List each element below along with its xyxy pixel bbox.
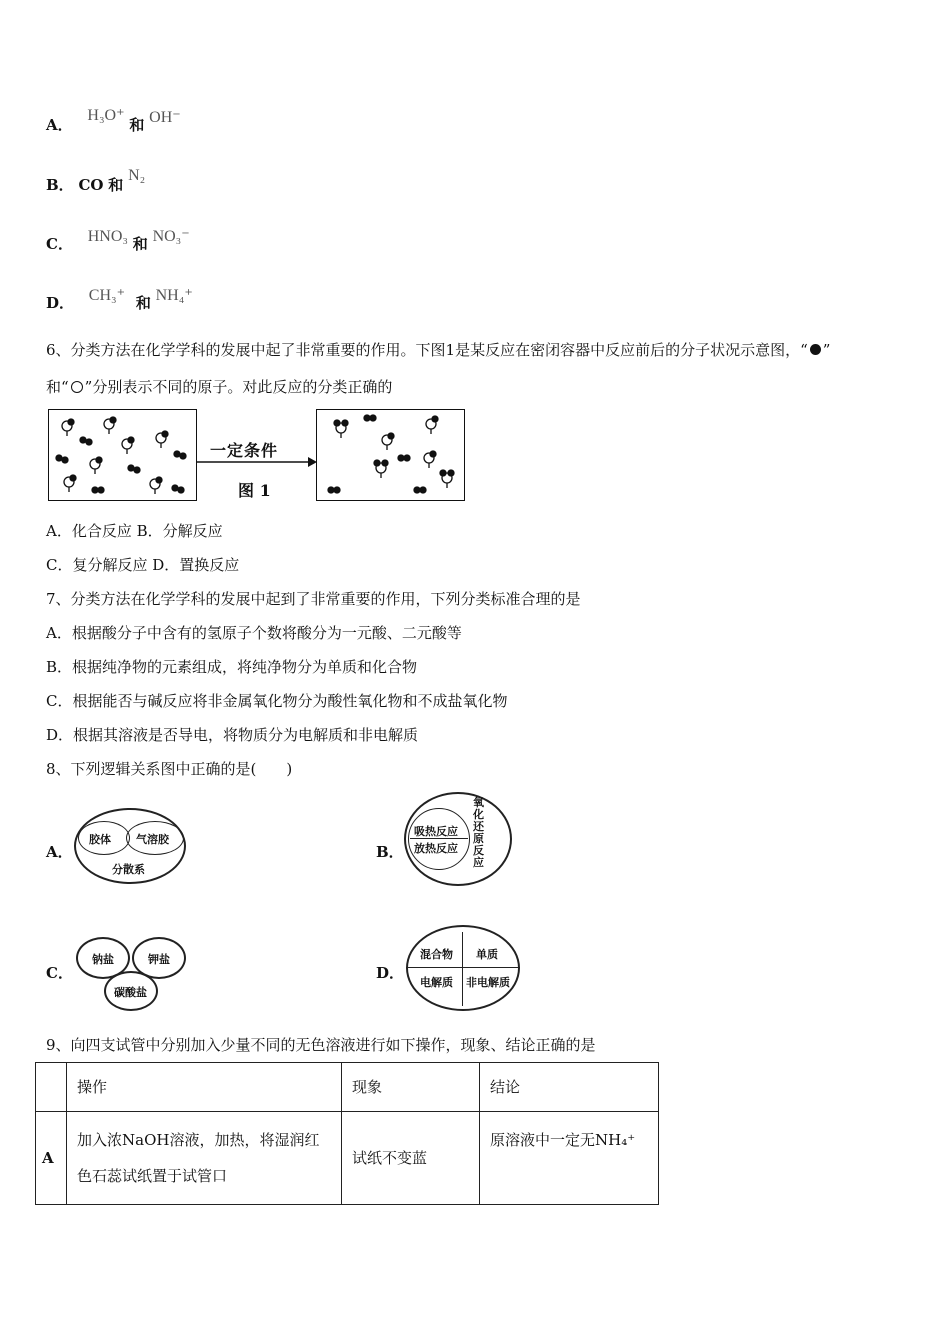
black-circle-icon: [810, 344, 821, 355]
after-box: [316, 409, 465, 501]
row-conclusion: 原溶液中一定无NH₄⁺: [480, 1112, 659, 1205]
figure-caption: 图 1: [238, 481, 271, 500]
outer-ellipse: [406, 925, 520, 1011]
q9-stem: 9、向四支试管中分别加入少量不同的无色溶液进行如下操作，现象、结论正确的是: [46, 1036, 596, 1054]
formula-left: CH₃⁺: [88, 287, 126, 304]
formula-right: N₂: [128, 167, 146, 184]
aerosol-label: 气溶胶: [136, 833, 169, 846]
q6-text: 和“: [46, 378, 69, 396]
q7-option-a: A．根据酸分子中含有的氢原子个数将酸分为一元酸、二元酸等: [46, 624, 462, 642]
q8-a-label: A．: [46, 843, 73, 861]
q5-option-a: [46, 107, 181, 135]
formula-left: H₃O⁺: [87, 107, 125, 124]
h-divider: [406, 967, 520, 968]
option-label: D．: [46, 294, 75, 312]
connector: 和: [129, 116, 145, 134]
nonelectrolyte-label: 非电解质: [466, 976, 510, 989]
q5-option-c: [46, 228, 190, 254]
q6-stem-line1: [46, 339, 830, 360]
before-box: [48, 409, 197, 501]
white-circle-icon: [71, 381, 83, 393]
q8-c-label: C．: [46, 964, 73, 982]
redox-label: 氧化还原反应: [473, 796, 484, 869]
connector: 和: [132, 235, 148, 253]
inner-circle: [408, 808, 470, 870]
q6-quote-close: ”: [822, 341, 831, 359]
q6-text: 6、分类方法在化学学科的发展中起了非常重要的作用。下图1是某反应在密闭容器中反应前后的分子状况示意图，“: [46, 341, 808, 359]
endothermic-label: 吸热反应: [414, 825, 458, 838]
row-operation: 加入浓NaOH溶液，加热，将湿润红色石蕊试纸置于试管口: [67, 1112, 342, 1205]
molecules-before: [49, 410, 196, 500]
q7-option-b: B．根据纯净物的元素组成，将纯净物分为单质和化合物: [46, 658, 418, 676]
q6-text: ”分别表示不同的原子。对此反应的分类正确的: [84, 378, 393, 396]
connector: 和: [135, 294, 151, 312]
q6-options-row2: C．复分解反应 D．置换反应: [46, 556, 240, 574]
electrolyte-label: 电解质: [420, 976, 453, 989]
element-label: 单质: [476, 948, 498, 961]
option-label: A．: [46, 116, 73, 134]
header-cell: 结论: [480, 1063, 659, 1112]
option-label: B．: [46, 176, 74, 194]
option-label: C．: [46, 235, 73, 253]
q8-d-label: D．: [376, 964, 405, 982]
q6-stem-line2: [46, 376, 392, 397]
header-cell: 操作: [67, 1063, 342, 1112]
q5-option-b: [46, 167, 146, 195]
header-cell: 现象: [342, 1063, 480, 1112]
arrow-condition: 一定条件: [210, 441, 279, 460]
exothermic-label: 放热反应: [414, 842, 458, 855]
colloid-label: 胶体: [89, 833, 111, 846]
v-divider: [462, 932, 463, 1006]
table-header-row: [36, 1063, 659, 1112]
q7-stem: 7、分类方法在化学学科的发展中起到了非常重要的作用，下列分类标准合理的是: [46, 590, 581, 608]
formula-right: OH⁻: [149, 109, 181, 126]
q5-option-d: [46, 287, 193, 313]
dispersion-label: 分散系: [112, 863, 145, 876]
formula-left: CO: [78, 176, 104, 194]
q7-option-d: D．根据其溶液是否导电，将物质分为电解质和非电解质: [46, 726, 419, 744]
q7-option-c: C．根据能否与碱反应将非金属氧化物分为酸性氧化物和不成盐氧化物: [46, 692, 508, 710]
formula-right: NO₃⁻: [152, 228, 190, 245]
mixture-label: 混合物: [420, 948, 453, 961]
molecules-after: [317, 410, 464, 500]
q8-stem: 8、下列逻辑关系图中正确的是( ): [46, 760, 293, 778]
formula-right: NH₄⁺: [155, 287, 193, 304]
q9-table: [35, 1062, 659, 1205]
connector: 和: [108, 176, 124, 194]
row-key: A: [36, 1112, 67, 1205]
header-cell: [36, 1063, 67, 1112]
table-row: [36, 1112, 659, 1205]
sodium-salt-label: 钠盐: [92, 953, 114, 966]
carbonate-label: 碳酸盐: [114, 986, 147, 999]
q8-b-label: B．: [376, 843, 404, 861]
q6-options-row1: A．化合反应 B．分解反应: [46, 522, 223, 540]
potassium-salt-label: 钾盐: [148, 953, 170, 966]
reaction-arrow: [196, 455, 318, 469]
row-phenomenon: 试纸不变蓝: [342, 1112, 480, 1205]
formula-left: HNO₃: [87, 228, 128, 245]
